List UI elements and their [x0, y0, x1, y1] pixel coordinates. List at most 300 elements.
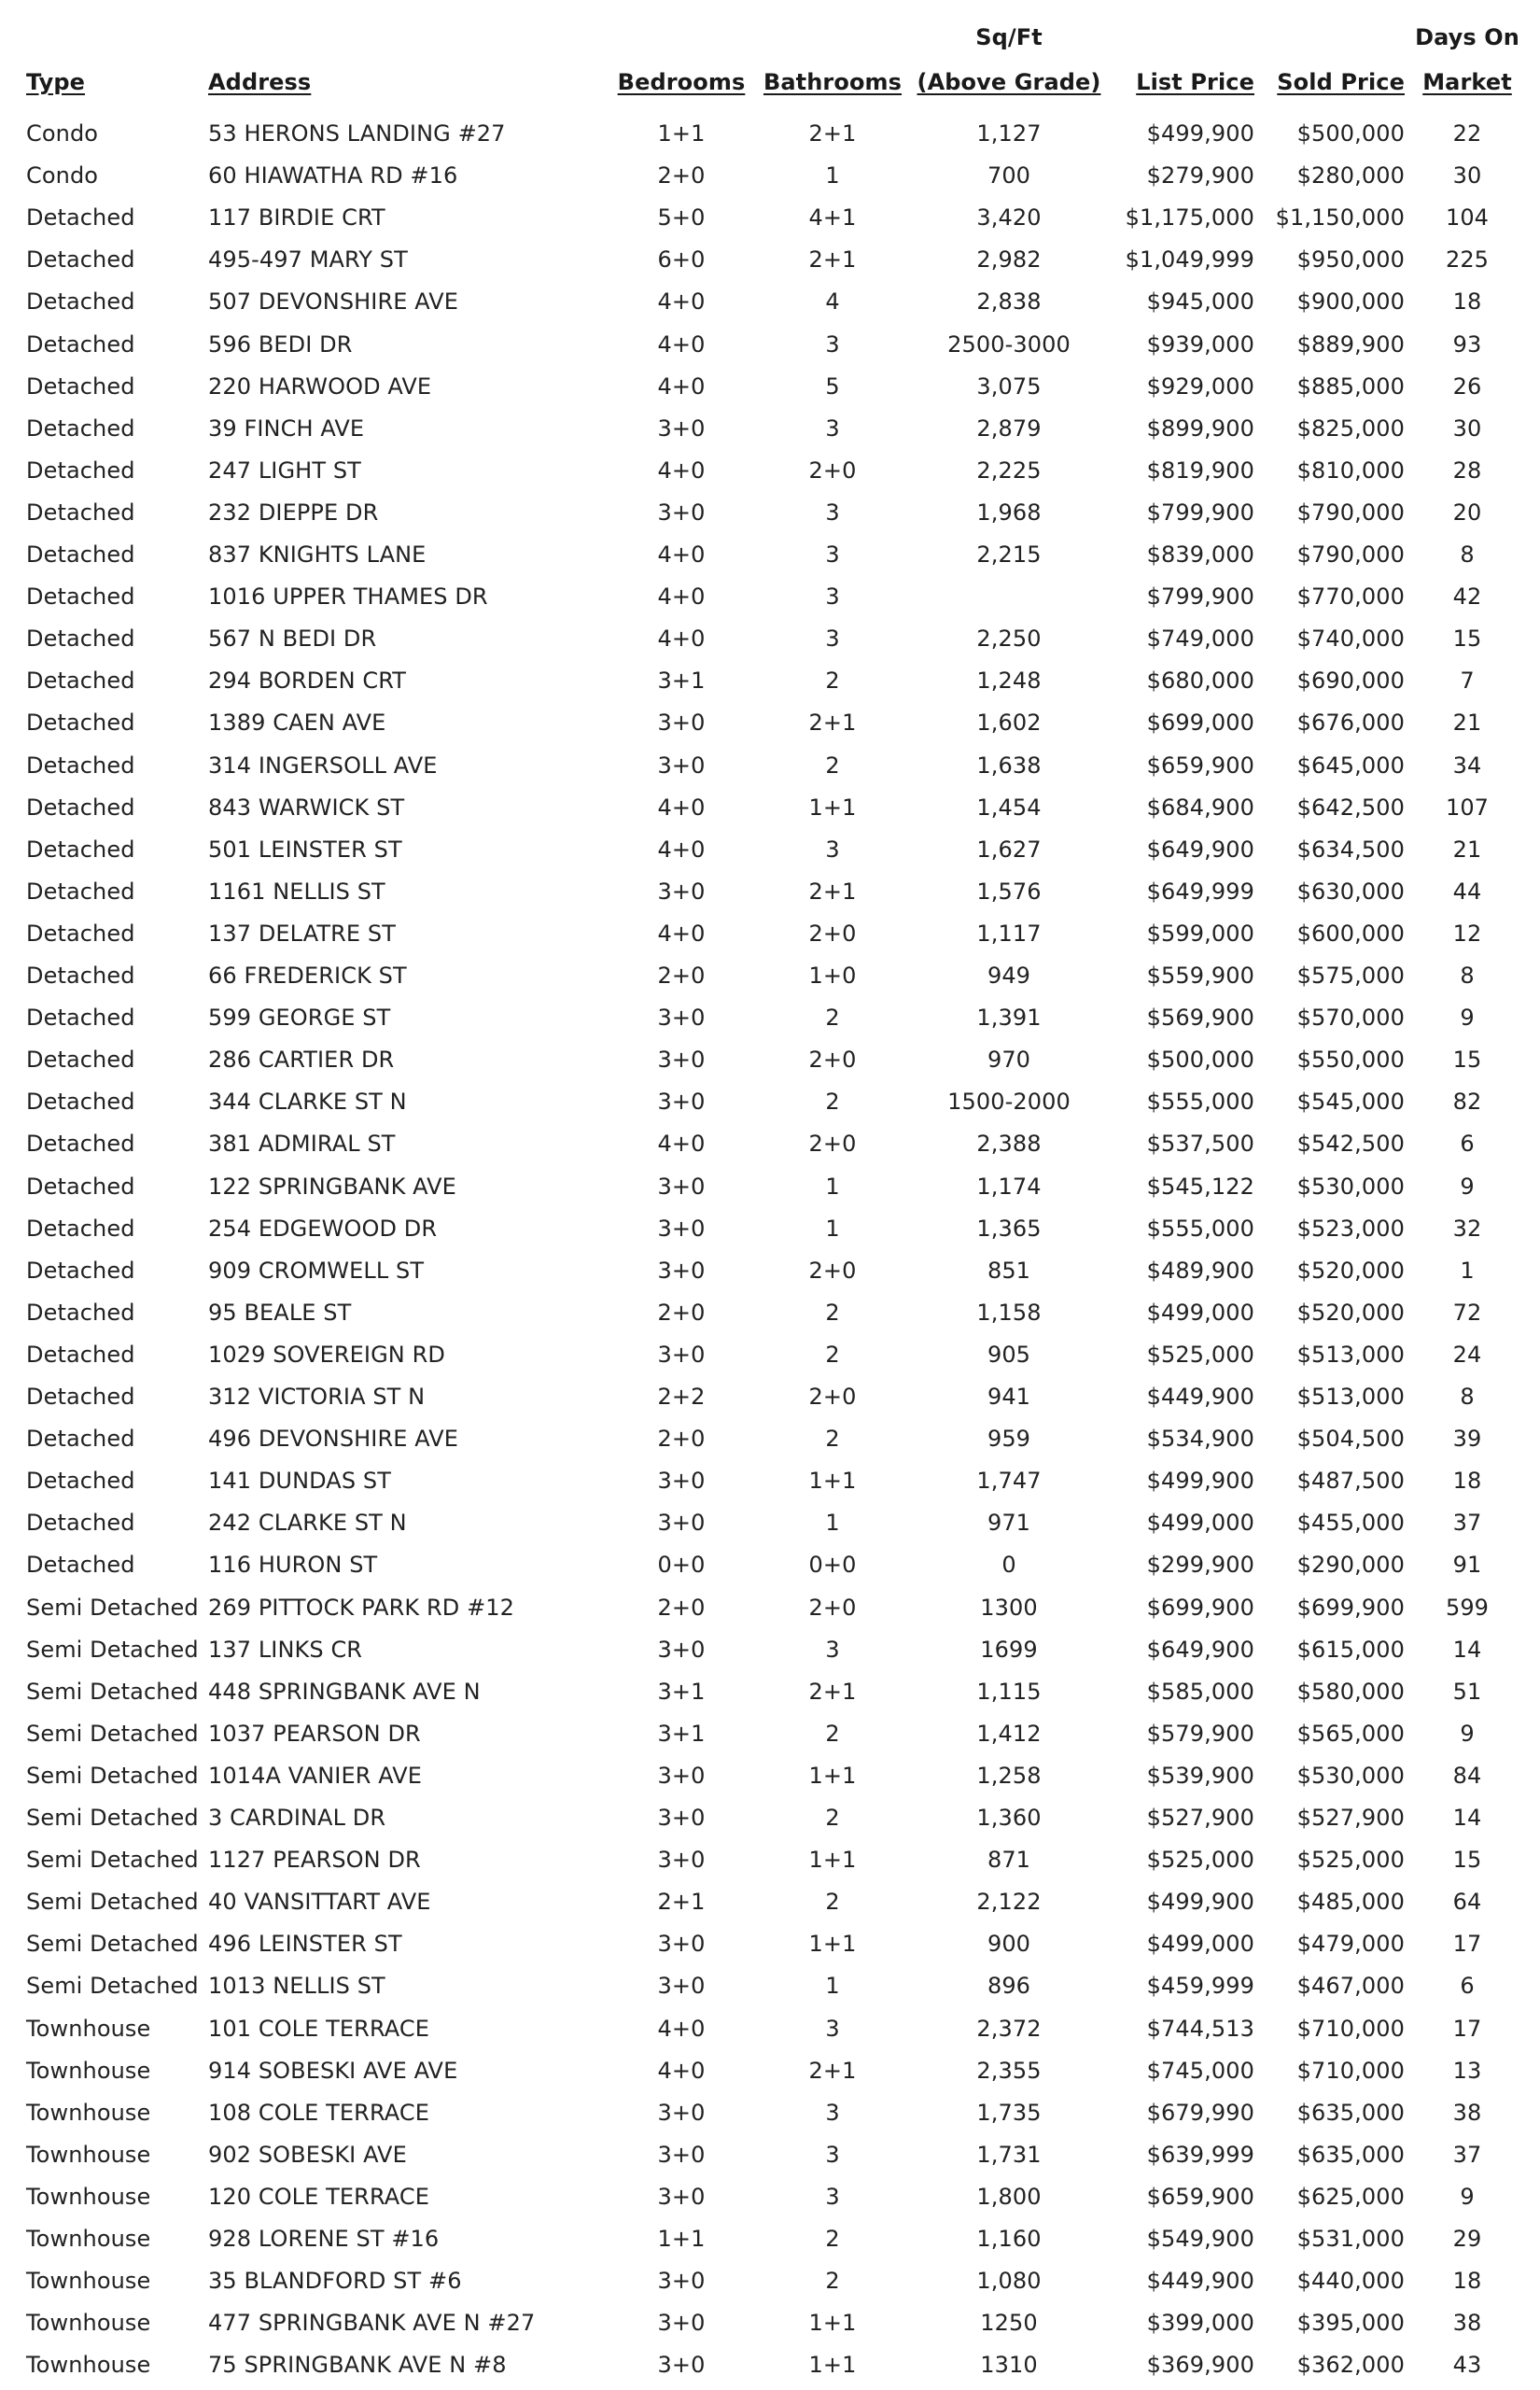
cell-bathrooms: 1 — [825, 162, 840, 189]
cell-sold-price: $565,000 — [1296, 1721, 1405, 1747]
cell-bedrooms: 4+0 — [657, 2058, 706, 2084]
cell-bathrooms: 3 — [825, 626, 840, 652]
cell-sold-price: $645,000 — [1296, 752, 1405, 779]
cell-bathrooms: 2+1 — [808, 246, 857, 273]
cell-sqft: 1,365 — [976, 1216, 1042, 1242]
cell-days: 17 — [1452, 2016, 1482, 2042]
cell-list-price: $699,900 — [1146, 1595, 1254, 1621]
cell-sqft: 1,080 — [976, 2268, 1042, 2294]
cell-bedrooms: 3+0 — [657, 1258, 706, 1284]
cell-days: 42 — [1452, 583, 1482, 610]
cell-type: Detached — [26, 710, 135, 736]
cell-bedrooms: 3+0 — [657, 1805, 706, 1831]
cell-list-price: $680,000 — [1146, 668, 1254, 694]
cell-list-price: $499,000 — [1146, 1300, 1254, 1326]
cell-address: 117 BIRDIE CRT — [208, 204, 385, 231]
cell-bedrooms: 3+0 — [657, 1005, 706, 1031]
cell-bathrooms: 2 — [825, 2226, 840, 2252]
cell-address: 1014A VANIER AVE — [208, 1763, 422, 1789]
cell-days: 32 — [1452, 1216, 1482, 1242]
cell-sold-price: $479,000 — [1296, 1931, 1405, 1957]
cell-list-price: $539,900 — [1146, 1763, 1254, 1789]
cell-bathrooms: 3 — [825, 1637, 840, 1663]
cell-address: 314 INGERSOLL AVE — [208, 752, 438, 779]
cell-address: 909 CROMWELL ST — [208, 1258, 425, 1284]
cell-days: 37 — [1452, 2142, 1482, 2168]
cell-address: 1161 NELLIS ST — [208, 879, 385, 905]
cell-bathrooms: 2 — [825, 752, 840, 779]
cell-address: 599 GEORGE ST — [208, 1005, 391, 1031]
cell-address: 914 SOBESKI AVE AVE — [208, 2058, 458, 2084]
cell-days: 38 — [1452, 2100, 1482, 2126]
cell-list-price: $527,900 — [1146, 1805, 1254, 1831]
cell-list-price: $559,900 — [1146, 963, 1254, 989]
cell-bathrooms: 3 — [825, 2142, 840, 2168]
cell-address: 35 BLANDFORD ST #6 — [208, 2268, 462, 2294]
cell-bedrooms: 4+0 — [657, 794, 706, 821]
cell-sold-price: $615,000 — [1296, 1637, 1405, 1663]
cell-sqft: 1,360 — [976, 1805, 1042, 1831]
cell-list-price: $799,900 — [1146, 583, 1254, 610]
cell-days: 8 — [1460, 963, 1475, 989]
cell-list-price: $549,900 — [1146, 2226, 1254, 2252]
cell-sold-price: $740,000 — [1296, 626, 1405, 652]
cell-sqft: 1,638 — [976, 752, 1042, 779]
cell-list-price: $279,900 — [1146, 162, 1254, 189]
cell-address: 108 COLE TERRACE — [208, 2100, 429, 2126]
cell-type: Semi Detached — [26, 1637, 199, 1663]
cell-sold-price: $485,000 — [1296, 1889, 1405, 1915]
cell-type: Detached — [26, 457, 135, 484]
cell-type: Condo — [26, 120, 99, 147]
cell-days: 9 — [1460, 1721, 1475, 1747]
cell-bathrooms: 2+1 — [808, 879, 857, 905]
cell-type: Semi Detached — [26, 1721, 199, 1747]
cell-address: 344 CLARKE ST N — [208, 1089, 407, 1115]
cell-bathrooms: 2 — [825, 1889, 840, 1915]
cell-days: 18 — [1452, 288, 1482, 315]
cell-sold-price: $570,000 — [1296, 1005, 1405, 1031]
cell-list-price: $745,000 — [1146, 2058, 1254, 2084]
cell-bathrooms: 1+1 — [808, 1468, 857, 1494]
cell-days: 12 — [1452, 921, 1482, 947]
cell-address: 122 SPRINGBANK AVE — [208, 1174, 456, 1200]
cell-sold-price: $440,000 — [1296, 2268, 1405, 2294]
header-list-price: List Price — [1136, 69, 1254, 95]
cell-bedrooms: 2+0 — [657, 963, 706, 989]
cell-sold-price: $710,000 — [1296, 2058, 1405, 2084]
cell-sqft: 1,627 — [976, 836, 1042, 863]
cell-sqft: 1250 — [980, 2310, 1038, 2336]
cell-bathrooms: 2+1 — [808, 710, 857, 736]
cell-bedrooms: 0+0 — [657, 1552, 706, 1578]
cell-type: Townhouse — [26, 2268, 151, 2294]
cell-bedrooms: 4+0 — [657, 373, 706, 400]
cell-sqft: 2,982 — [976, 246, 1042, 273]
cell-sold-price: $500,000 — [1296, 120, 1405, 147]
cell-list-price: $399,000 — [1146, 2310, 1254, 2336]
cell-sold-price: $889,900 — [1296, 331, 1405, 358]
cell-type: Detached — [26, 499, 135, 526]
cell-bedrooms: 4+0 — [657, 288, 706, 315]
cell-bathrooms: 2 — [825, 1342, 840, 1368]
cell-sold-price: $900,000 — [1296, 288, 1405, 315]
cell-sqft: 2500-3000 — [947, 331, 1071, 358]
cell-address: 596 BEDI DR — [208, 331, 353, 358]
cell-type: Detached — [26, 879, 135, 905]
cell-address: 247 LIGHT ST — [208, 457, 361, 484]
cell-bathrooms: 2+0 — [808, 457, 857, 484]
cell-days: 20 — [1452, 499, 1482, 526]
cell-days: 17 — [1452, 1931, 1482, 1957]
cell-address: 53 HERONS LANDING #27 — [208, 120, 506, 147]
cell-sold-price: $280,000 — [1296, 162, 1405, 189]
cell-list-price: $555,000 — [1146, 1089, 1254, 1115]
cell-sqft: 0 — [1001, 1552, 1016, 1578]
cell-bathrooms: 2 — [825, 1721, 840, 1747]
cell-type: Detached — [26, 1510, 135, 1536]
cell-sqft: 2,215 — [976, 541, 1042, 568]
cell-type: Semi Detached — [26, 1595, 199, 1621]
cell-type: Townhouse — [26, 2100, 151, 2126]
cell-days: 72 — [1452, 1300, 1482, 1326]
cell-bedrooms: 4+0 — [657, 541, 706, 568]
cell-address: 137 LINKS CR — [208, 1637, 363, 1663]
cell-bedrooms: 3+0 — [657, 1973, 706, 1999]
cell-sold-price: $690,000 — [1296, 668, 1405, 694]
cell-address: 1016 UPPER THAMES DR — [208, 583, 488, 610]
cell-type: Detached — [26, 1131, 135, 1157]
cell-days: 43 — [1452, 2352, 1482, 2378]
cell-bathrooms: 2 — [825, 1805, 840, 1831]
cell-sold-price: $625,000 — [1296, 2184, 1405, 2210]
cell-address: 66 FREDERICK ST — [208, 963, 407, 989]
cell-sqft: 2,355 — [976, 2058, 1042, 2084]
cell-list-price: $929,000 — [1146, 373, 1254, 400]
cell-bedrooms: 3+0 — [657, 1763, 706, 1789]
cell-list-price: $639,999 — [1146, 2142, 1254, 2168]
cell-sold-price: $530,000 — [1296, 1763, 1405, 1789]
cell-days: 82 — [1452, 1089, 1482, 1115]
cell-bathrooms: 1+1 — [808, 2310, 857, 2336]
cell-address: 137 DELATRE ST — [208, 921, 396, 947]
cell-type: Semi Detached — [26, 1805, 199, 1831]
cell-days: 6 — [1460, 1131, 1475, 1157]
cell-sqft: 971 — [987, 1510, 1031, 1536]
cell-address: 1029 SOVEREIGN RD — [208, 1342, 445, 1368]
cell-address: 269 PITTOCK PARK RD #12 — [208, 1595, 515, 1621]
cell-days: 22 — [1452, 120, 1482, 147]
cell-days: 30 — [1452, 415, 1482, 442]
cell-days: 14 — [1452, 1805, 1482, 1831]
cell-sqft: 700 — [987, 162, 1031, 189]
cell-address: 3 CARDINAL DR — [208, 1805, 386, 1831]
cell-address: 40 VANSITTART AVE — [208, 1889, 431, 1915]
cell-sold-price: $395,000 — [1296, 2310, 1405, 2336]
cell-sqft: 3,420 — [976, 204, 1042, 231]
cell-list-price: $684,900 — [1146, 794, 1254, 821]
cell-bathrooms: 2+1 — [808, 1679, 857, 1705]
cell-list-price: $569,900 — [1146, 1005, 1254, 1031]
cell-address: 507 DEVONSHIRE AVE — [208, 288, 459, 315]
cell-bathrooms: 2 — [825, 1300, 840, 1326]
cell-days: 9 — [1460, 2184, 1475, 2210]
cell-bedrooms: 3+0 — [657, 1637, 706, 1663]
cell-list-price: $555,000 — [1146, 1216, 1254, 1242]
cell-list-price: $525,000 — [1146, 1342, 1254, 1368]
cell-days: 93 — [1452, 331, 1482, 358]
cell-sold-price: $885,000 — [1296, 373, 1405, 400]
cell-days: 8 — [1460, 1384, 1475, 1410]
cell-days: 44 — [1452, 879, 1482, 905]
cell-bathrooms: 2+0 — [808, 1384, 857, 1410]
header-bathrooms: Bathrooms — [763, 69, 903, 95]
cell-type: Detached — [26, 752, 135, 779]
cell-list-price: $585,000 — [1146, 1679, 1254, 1705]
cell-bedrooms: 3+0 — [657, 1047, 706, 1073]
cell-list-price: $499,900 — [1146, 120, 1254, 147]
cell-sold-price: $525,000 — [1296, 1847, 1405, 1873]
cell-days: 7 — [1460, 668, 1475, 694]
cell-bathrooms: 1 — [825, 1174, 840, 1200]
cell-list-price: $449,900 — [1146, 2268, 1254, 2294]
cell-address: 220 HARWOOD AVE — [208, 373, 432, 400]
cell-bedrooms: 3+0 — [657, 1468, 706, 1494]
cell-days: 21 — [1452, 836, 1482, 863]
header-address: Address — [208, 69, 312, 95]
cell-sold-price: $362,000 — [1296, 2352, 1405, 2378]
cell-address: 75 SPRINGBANK AVE N #8 — [208, 2352, 507, 2378]
cell-address: 837 KNIGHTS LANE — [208, 541, 427, 568]
cell-sqft: 2,838 — [976, 288, 1042, 315]
cell-bedrooms: 4+0 — [657, 331, 706, 358]
cell-sqft: 949 — [987, 963, 1031, 989]
cell-list-price: $945,000 — [1146, 288, 1254, 315]
cell-sold-price: $487,500 — [1296, 1468, 1405, 1494]
cell-bedrooms: 3+0 — [657, 879, 706, 905]
cell-sold-price: $642,500 — [1296, 794, 1405, 821]
cell-type: Detached — [26, 1468, 135, 1494]
cell-sold-price: $950,000 — [1296, 246, 1405, 273]
cell-bathrooms: 3 — [825, 836, 840, 863]
cell-sqft: 1,735 — [976, 2100, 1042, 2126]
cell-type: Detached — [26, 626, 135, 652]
cell-sqft: 1,747 — [976, 1468, 1042, 1494]
cell-type: Semi Detached — [26, 1889, 199, 1915]
cell-list-price: $839,000 — [1146, 541, 1254, 568]
cell-sold-price: $600,000 — [1296, 921, 1405, 947]
cell-list-price: $749,000 — [1146, 626, 1254, 652]
cell-list-price: $659,900 — [1146, 752, 1254, 779]
cell-bathrooms: 2+0 — [808, 1258, 857, 1284]
cell-bedrooms: 4+0 — [657, 626, 706, 652]
cell-bedrooms: 2+2 — [657, 1384, 706, 1410]
cell-sqft: 1,800 — [976, 2184, 1042, 2210]
cell-days: 15 — [1452, 626, 1482, 652]
cell-days: 225 — [1445, 246, 1490, 273]
cell-bathrooms: 2 — [825, 1089, 840, 1115]
cell-sold-price: $676,000 — [1296, 710, 1405, 736]
cell-list-price: $899,900 — [1146, 415, 1254, 442]
cell-days: 9 — [1460, 1005, 1475, 1031]
cell-sqft: 1,576 — [976, 879, 1042, 905]
cell-bathrooms: 2+1 — [808, 120, 857, 147]
cell-type: Townhouse — [26, 2226, 151, 2252]
cell-sold-price: $699,900 — [1296, 1595, 1405, 1621]
cell-address: 242 CLARKE ST N — [208, 1510, 407, 1536]
cell-list-price: $649,900 — [1146, 836, 1254, 863]
cell-bedrooms: 4+0 — [657, 1131, 706, 1157]
cell-type: Detached — [26, 373, 135, 400]
cell-sqft: 905 — [987, 1342, 1031, 1368]
cell-days: 8 — [1460, 541, 1475, 568]
cell-address: 1389 CAEN AVE — [208, 710, 386, 736]
cell-sqft: 1699 — [980, 1637, 1038, 1663]
cell-address: 448 SPRINGBANK AVE N — [208, 1679, 481, 1705]
cell-list-price: $459,999 — [1146, 1973, 1254, 1999]
cell-sold-price: $770,000 — [1296, 583, 1405, 610]
cell-type: Detached — [26, 204, 135, 231]
cell-sold-price: $531,000 — [1296, 2226, 1405, 2252]
cell-sqft: 1,248 — [976, 668, 1042, 694]
cell-list-price: $537,500 — [1146, 1131, 1254, 1157]
cell-address: 477 SPRINGBANK AVE N #27 — [208, 2310, 536, 2336]
cell-bedrooms: 3+0 — [657, 415, 706, 442]
cell-sqft: 1310 — [980, 2352, 1038, 2378]
cell-bathrooms: 1+1 — [808, 1847, 857, 1873]
cell-sqft: 1,158 — [976, 1300, 1042, 1326]
cell-list-price: $449,900 — [1146, 1384, 1254, 1410]
cell-list-price: $649,900 — [1146, 1637, 1254, 1663]
cell-type: Detached — [26, 1216, 135, 1242]
cell-sqft: 3,075 — [976, 373, 1042, 400]
cell-sqft: 1,412 — [976, 1721, 1042, 1747]
cell-days: 107 — [1445, 794, 1490, 821]
cell-type: Townhouse — [26, 2058, 151, 2084]
cell-list-price: $599,000 — [1146, 921, 1254, 947]
header-sqft-bottom: (Above Grade) — [917, 69, 1101, 95]
cell-list-price: $545,122 — [1146, 1174, 1254, 1200]
cell-bathrooms: 1 — [825, 1216, 840, 1242]
cell-sold-price: $634,500 — [1296, 836, 1405, 863]
cell-sold-price: $542,500 — [1296, 1131, 1405, 1157]
cell-bedrooms: 1+1 — [657, 120, 706, 147]
cell-sold-price: $513,000 — [1296, 1384, 1405, 1410]
cell-sold-price: $504,500 — [1296, 1426, 1405, 1452]
cell-bathrooms: 3 — [825, 2100, 840, 2126]
header-type: Type — [26, 69, 86, 95]
cell-bedrooms: 3+1 — [657, 1721, 706, 1747]
cell-address: 496 LEINSTER ST — [208, 1931, 402, 1957]
cell-sold-price: $710,000 — [1296, 2016, 1405, 2042]
cell-bathrooms: 4+1 — [808, 204, 857, 231]
cell-list-price: $369,900 — [1146, 2352, 1254, 2378]
cell-bathrooms: 2+0 — [808, 921, 857, 947]
cell-address: 116 HURON ST — [208, 1552, 378, 1578]
cell-list-price: $499,900 — [1146, 1468, 1254, 1494]
cell-sqft: 1,602 — [976, 710, 1042, 736]
cell-bedrooms: 3+0 — [657, 1931, 706, 1957]
cell-list-price: $1,049,999 — [1125, 246, 1254, 273]
cell-sqft: 1,117 — [976, 921, 1042, 947]
cell-type: Detached — [26, 1426, 135, 1452]
cell-sold-price: $575,000 — [1296, 963, 1405, 989]
cell-sqft: 2,250 — [976, 626, 1042, 652]
cell-list-price: $679,990 — [1146, 2100, 1254, 2126]
cell-sqft: 1,174 — [976, 1174, 1042, 1200]
cell-type: Detached — [26, 1047, 135, 1073]
cell-type: Detached — [26, 963, 135, 989]
cell-days: 24 — [1452, 1342, 1482, 1368]
cell-type: Detached — [26, 921, 135, 947]
cell-bedrooms: 3+0 — [657, 710, 706, 736]
cell-bathrooms: 3 — [825, 2016, 840, 2042]
cell-address: 60 HIAWATHA RD #16 — [208, 162, 458, 189]
cell-bathrooms: 3 — [825, 541, 840, 568]
cell-sqft: 1,391 — [976, 1005, 1042, 1031]
cell-sqft: 2,225 — [976, 457, 1042, 484]
cell-address: 843 WARWICK ST — [208, 794, 405, 821]
cell-sold-price: $635,000 — [1296, 2142, 1405, 2168]
cell-address: 254 EDGEWOOD DR — [208, 1216, 438, 1242]
cell-bedrooms: 3+0 — [657, 1216, 706, 1242]
cell-bedrooms: 3+0 — [657, 1510, 706, 1536]
cell-list-price: $500,000 — [1146, 1047, 1254, 1073]
cell-sold-price: $790,000 — [1296, 541, 1405, 568]
cell-type: Detached — [26, 1552, 135, 1578]
cell-address: 381 ADMIRAL ST — [208, 1131, 396, 1157]
cell-sqft: 2,388 — [976, 1131, 1042, 1157]
cell-sold-price: $520,000 — [1296, 1258, 1405, 1284]
cell-sqft: 1,127 — [976, 120, 1042, 147]
cell-sold-price: $580,000 — [1296, 1679, 1405, 1705]
cell-bathrooms: 2 — [825, 1005, 840, 1031]
cell-address: 286 CARTIER DR — [208, 1047, 395, 1073]
cell-type: Condo — [26, 162, 99, 189]
cell-type: Detached — [26, 1384, 135, 1410]
cell-bedrooms: 3+0 — [657, 499, 706, 526]
cell-type: Townhouse — [26, 2142, 151, 2168]
cell-days: 18 — [1452, 1468, 1482, 1494]
cell-bathrooms: 2+1 — [808, 2058, 857, 2084]
cell-type: Detached — [26, 415, 135, 442]
cell-sold-price: $455,000 — [1296, 1510, 1405, 1536]
cell-bathrooms: 1 — [825, 1973, 840, 1999]
cell-list-price: $499,000 — [1146, 1931, 1254, 1957]
cell-sold-price: $527,900 — [1296, 1805, 1405, 1831]
cell-bedrooms: 2+0 — [657, 162, 706, 189]
cell-days: 30 — [1452, 162, 1482, 189]
cell-list-price: $525,000 — [1146, 1847, 1254, 1873]
cell-address: 495-497 MARY ST — [208, 246, 408, 273]
cell-list-price: $659,900 — [1146, 2184, 1254, 2210]
cell-bathrooms: 3 — [825, 583, 840, 610]
cell-type: Detached — [26, 331, 135, 358]
cell-address: 294 BORDEN CRT — [208, 668, 407, 694]
cell-bathrooms: 1+1 — [808, 1931, 857, 1957]
header-bedrooms: Bedrooms — [617, 69, 746, 95]
cell-list-price: $499,900 — [1146, 1889, 1254, 1915]
cell-days: 104 — [1445, 204, 1490, 231]
cell-sqft: 900 — [987, 1931, 1031, 1957]
cell-address: 232 DIEPPE DR — [208, 499, 379, 526]
cell-sold-price: $520,000 — [1296, 1300, 1405, 1326]
cell-bedrooms: 4+0 — [657, 457, 706, 484]
cell-days: 9 — [1460, 1174, 1475, 1200]
cell-sqft: 959 — [987, 1426, 1031, 1452]
cell-bedrooms: 2+1 — [657, 1889, 706, 1915]
cell-days: 39 — [1452, 1426, 1482, 1452]
